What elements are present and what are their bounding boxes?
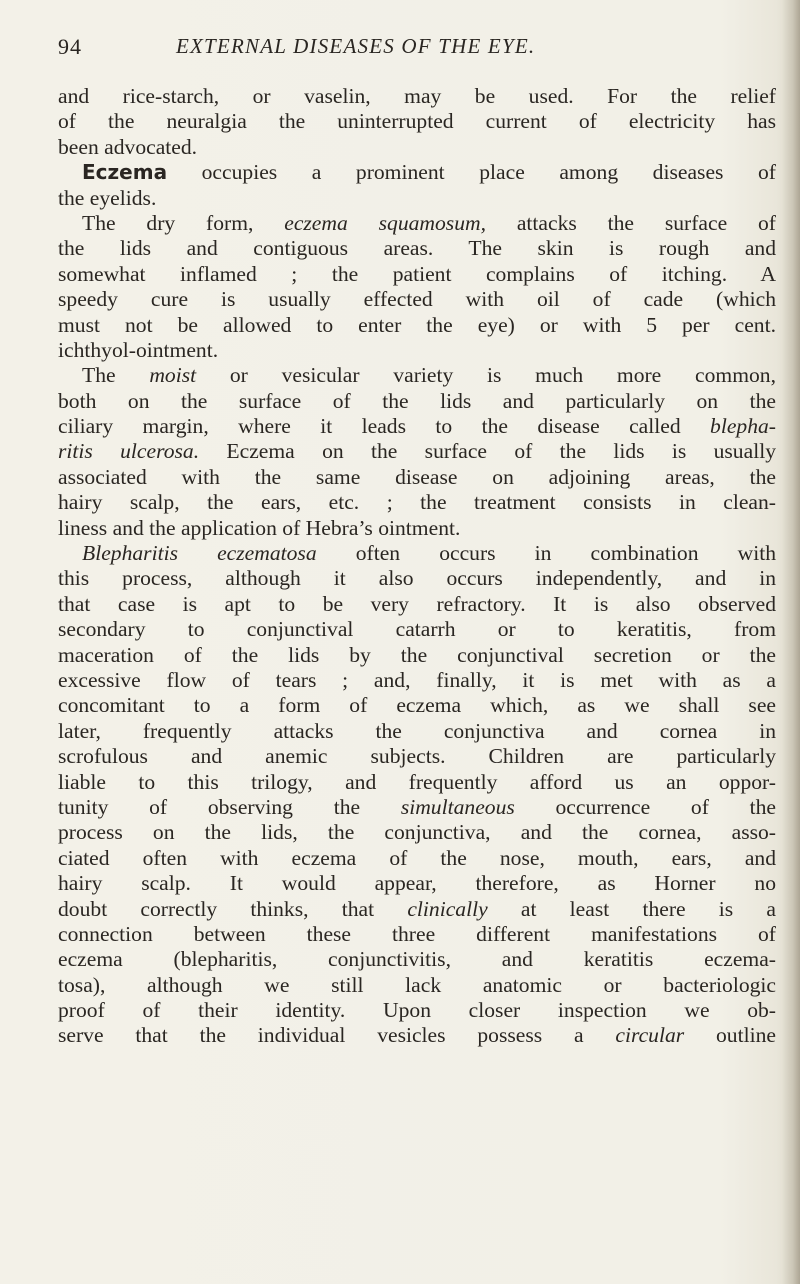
text-line <box>58 592 776 617</box>
text-run: concomitant to a form of eczema which, as we shall see <box>58 693 776 718</box>
text-line <box>58 541 776 566</box>
text-run: process on the lids, the conjunctiva, and the cornea, asso- <box>58 820 776 845</box>
text-run: been advocated. <box>58 134 198 159</box>
text-run: of the neuralgia the uninterrupted current of electricity has <box>58 109 776 134</box>
section-heading-eczema: Eczema <box>82 160 168 185</box>
text-line <box>58 186 776 211</box>
text-run: later, frequently attacks the conjunctiva and cornea in <box>58 718 776 743</box>
page-header <box>58 34 758 68</box>
text-line <box>58 1023 776 1048</box>
page-edge-shadow <box>782 0 800 1284</box>
text-run: that case is apt to be very refractory. It is also observed <box>58 591 776 616</box>
text-run: tunity of observing the <box>58 794 401 819</box>
text-run: or vesicular variety is much more common, <box>196 363 776 388</box>
text-run: The dry form, <box>82 210 285 235</box>
text-run: this process, although it also occurs independently, and in <box>58 566 776 591</box>
text-run: connection between these three different manifestations of <box>58 921 776 946</box>
text-line <box>58 770 776 795</box>
text-line <box>58 313 776 338</box>
text-run: eczema (blepharitis, conjunctivitis, and keratitis eczema- <box>58 947 776 972</box>
text-line <box>58 998 776 1023</box>
text-line <box>58 846 776 871</box>
text-run: must not be allowed to enter the eye) or with 5 per cent. <box>58 312 776 337</box>
text-run: liness and the application of Hebra’s ointment. <box>58 515 461 540</box>
text-line <box>58 795 776 820</box>
text-run: liable to this trilogy, and frequently afford us an oppor- <box>58 769 776 794</box>
italic-term: eczema squamosum, <box>284 210 486 235</box>
text-line <box>58 439 776 464</box>
text-run: serve that the individual vesicles possess a <box>58 1023 616 1048</box>
text-line <box>58 947 776 972</box>
text-run: scrofulous and anemic subjects. Children are particularly <box>58 744 776 769</box>
page-number: 94 <box>58 34 82 59</box>
text-run: both on the surface of the lids and particularly on the <box>58 388 776 413</box>
text-run: hairy scalp. It would appear, therefore, as Horner no <box>58 871 776 896</box>
text-run: associated with the same disease on adjoining areas, the <box>58 464 776 489</box>
italic-term: Blepharitis eczematosa <box>82 541 317 566</box>
text-line <box>58 897 776 922</box>
text-run: doubt correctly thinks, that <box>58 896 408 921</box>
text-line <box>58 236 776 261</box>
body-text <box>58 84 776 1049</box>
text-line <box>58 211 776 236</box>
text-line <box>58 363 776 388</box>
text-run: The <box>82 363 150 388</box>
text-run: tosa), although we still lack anatomic or bacteriologic <box>58 972 776 997</box>
text-line <box>58 922 776 947</box>
text-line <box>58 516 776 541</box>
text-run: outline <box>684 1023 776 1048</box>
text-line <box>58 744 776 769</box>
text-run: excessive flow of tears ; and, finally, it is met with as a <box>58 667 776 692</box>
text-line <box>58 871 776 896</box>
italic-term: circular <box>615 1023 685 1048</box>
text-line <box>58 490 776 515</box>
text-line <box>58 84 776 109</box>
text-line <box>58 465 776 490</box>
italic-term: ritis ulcerosa. <box>58 439 200 464</box>
text-run: proof of their identity. Upon closer inspection we ob- <box>58 998 776 1023</box>
text-run: hairy scalp, the ears, etc. ; the treatment consists in clean- <box>58 490 776 515</box>
text-run: the eyelids. <box>58 185 157 210</box>
text-run: attacks the surface of <box>486 210 776 235</box>
text-line <box>58 135 776 160</box>
text-line <box>58 338 776 363</box>
text-line <box>58 287 776 312</box>
italic-term: blepha- <box>710 414 776 439</box>
text-run: maceration of the lids by the conjunctival secretion or the <box>58 642 776 667</box>
italic-term: clinically <box>407 896 488 921</box>
text-line <box>58 160 776 185</box>
text-run: Eczema on the surface of the lids is usually <box>199 439 776 464</box>
text-line <box>58 617 776 642</box>
text-run: ichthyol-ointment. <box>58 337 219 362</box>
text-run: occurrence of the <box>514 794 776 819</box>
text-run: the lids and contiguous areas. The skin is rough and <box>58 236 776 261</box>
text-line <box>58 109 776 134</box>
text-line <box>58 389 776 414</box>
text-run: ciated often with eczema of the nose, mouth, ears, and <box>58 845 776 870</box>
text-line <box>58 262 776 287</box>
text-line <box>58 693 776 718</box>
text-run: secondary to conjunctival catarrh or to keratitis, from <box>58 617 776 642</box>
text-run: and rice-starch, or vaselin, may be used. For the relief <box>58 84 776 108</box>
text-line <box>58 643 776 668</box>
text-line <box>58 820 776 845</box>
text-run: ciliary margin, where it leads to the disease called <box>58 414 711 439</box>
text-line <box>58 719 776 744</box>
text-line <box>58 414 776 439</box>
text-line <box>58 668 776 693</box>
text-run: somewhat inflamed ; the patient complains of itching. A <box>58 261 776 286</box>
italic-term: simultaneous <box>400 794 515 819</box>
text-line <box>58 973 776 998</box>
text-run: at least there is a <box>487 896 776 921</box>
text-line <box>58 566 776 591</box>
text-run: speedy cure is usually effected with oil of cade (which <box>58 287 776 312</box>
italic-term: moist <box>149 363 197 388</box>
text-run: often occurs in combination with <box>316 541 776 566</box>
running-title: EXTERNAL DISEASES OF THE EYE. <box>176 34 536 58</box>
text-run: occupies a prominent place among diseases of <box>167 160 776 185</box>
